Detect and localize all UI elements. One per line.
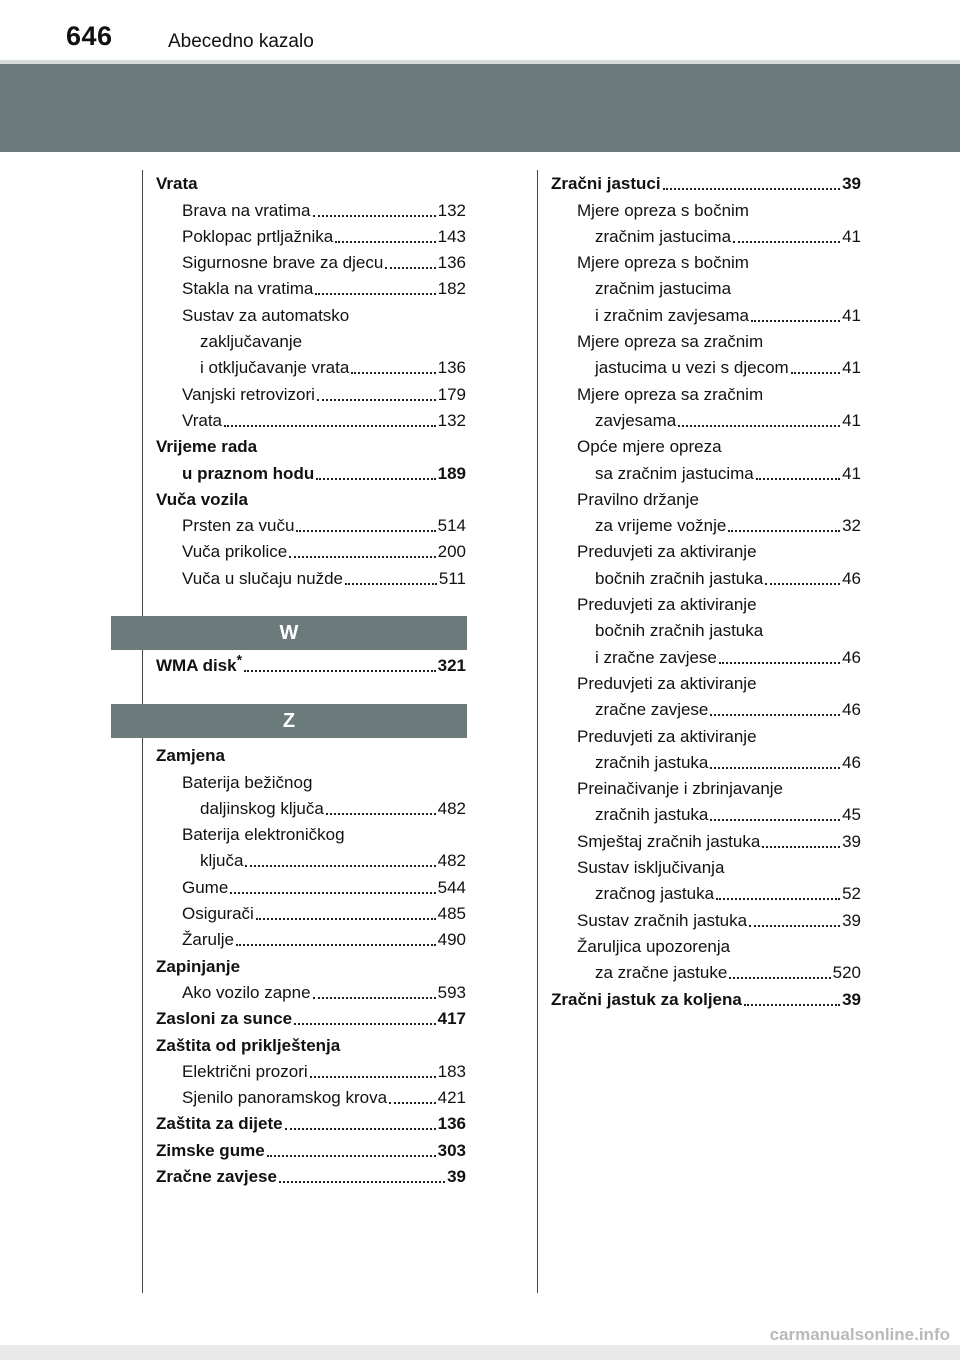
entry-label: Sustav za automatsko: [182, 305, 350, 325]
entry-label: Sustav zračnih jastuka: [577, 910, 748, 930]
entry-label: Smještaj zračnih jastuka: [577, 831, 761, 851]
index-entry: [551, 852, 861, 878]
index-entry: [551, 194, 861, 220]
index-entry: [551, 299, 861, 325]
entry-page-number: 46: [842, 752, 861, 772]
entry-label: zračnim jastucima: [595, 279, 732, 299]
dot-leader: [236, 943, 436, 946]
entry-label: Mjere opreza s bočnim: [577, 200, 749, 220]
entry-label: Mjere opreza sa zračnim: [577, 332, 764, 352]
entry-label: zračnim jastucima: [595, 226, 732, 246]
section-letter-w: W: [111, 616, 467, 650]
entry-label: zaključavanje: [200, 332, 303, 352]
entry-page-number: 482: [437, 798, 466, 818]
dot-leader: [317, 398, 436, 401]
entry-label: Vrata: [182, 410, 223, 430]
dot-leader: [245, 864, 435, 867]
entry-label: zračne zavjese: [595, 700, 709, 720]
dot-leader: [765, 582, 840, 585]
index-entry: [551, 825, 861, 851]
entry-label: Zračne zavjese: [156, 1167, 277, 1187]
index-entry: [156, 845, 466, 871]
entry-page-number: 514: [437, 516, 466, 536]
dot-leader: [710, 818, 840, 821]
dot-leader: [289, 555, 435, 558]
entry-page-number: 41: [842, 410, 861, 430]
entry-page-number: 417: [437, 1009, 466, 1029]
entry-page-number: 41: [842, 226, 861, 246]
dot-leader: [710, 766, 840, 769]
column-divider-right: [537, 170, 538, 1293]
entry-label: Žaruljica upozorenja: [577, 936, 731, 956]
dot-leader: [710, 713, 840, 716]
entry-label: Gume: [182, 877, 229, 897]
index-entry: [156, 510, 466, 536]
entry-page-number: 136: [437, 253, 466, 273]
entry-page-number: 46: [842, 700, 861, 720]
index-entry: [551, 536, 861, 562]
entry-page-number: 143: [437, 226, 466, 246]
entry-label: Zračni jastuci: [551, 174, 661, 194]
entry-page-number: 132: [437, 200, 466, 220]
entry-page-number: 45: [842, 805, 861, 825]
index-entry: [551, 457, 861, 483]
index-entry: [551, 352, 861, 378]
index-entry: [156, 536, 466, 562]
dot-leader: [296, 529, 435, 532]
dot-leader: [267, 1154, 436, 1157]
index-entry: [156, 299, 466, 325]
index-entry: [551, 694, 861, 720]
entry-page-number: 46: [842, 647, 861, 667]
entry-page-number: 485: [437, 904, 466, 924]
index-entry: [156, 1003, 466, 1029]
dot-leader: [756, 477, 840, 480]
index-entry: [551, 773, 861, 799]
index-column-left-z: [156, 740, 466, 1187]
entry-label: Vuča prikolice: [182, 542, 288, 562]
entry-label: ključa: [200, 851, 244, 871]
index-entry: [156, 1134, 466, 1160]
index-entry: [156, 273, 466, 299]
entry-label: Sustav isključivanja: [577, 858, 725, 878]
page-number: 646: [66, 21, 113, 51]
dot-leader: [351, 371, 435, 374]
entry-page-number: 39: [842, 910, 861, 930]
dot-leader: [744, 1003, 840, 1006]
entry-page-number: 136: [437, 358, 466, 378]
index-entry: [156, 352, 466, 378]
dot-leader: [315, 292, 435, 295]
entry-page-number: 39: [842, 174, 861, 194]
entry-page-number: 182: [437, 279, 466, 299]
entry-page-number: 200: [437, 542, 466, 562]
entry-label: Osigurači: [182, 904, 254, 924]
entry-label: Preduvjeti za aktiviranje: [577, 542, 757, 562]
entry-label: Zaštita za dijete: [156, 1114, 283, 1134]
index-entry: [156, 221, 466, 247]
entry-label: Zimske gume: [156, 1140, 265, 1160]
index-entry: [156, 1161, 466, 1187]
dot-leader: [285, 1127, 436, 1130]
dot-leader: [751, 319, 840, 322]
dot-leader: [313, 214, 436, 217]
entry-label: WMA disk*: [156, 651, 243, 676]
dot-leader: [316, 477, 435, 480]
index-column-left-top: [156, 168, 466, 589]
page-header: [0, 0, 960, 64]
entry-page-number: 321: [437, 656, 466, 676]
entry-label: Baterija elektroničkog: [182, 825, 345, 845]
index-entry: [551, 431, 861, 457]
index-entry: [156, 950, 466, 976]
index-entry: [156, 168, 466, 194]
index-entry: [156, 924, 466, 950]
index-entry: [551, 484, 861, 510]
index-entry: [156, 1108, 466, 1134]
index-entry: [551, 983, 861, 1009]
entry-page-number: 482: [437, 851, 466, 871]
dot-leader: [294, 1022, 436, 1025]
entry-label: Preduvjeti za aktiviranje: [577, 673, 757, 693]
index-entry: [551, 221, 861, 247]
index-entry: [156, 1056, 466, 1082]
entry-page-number: 41: [842, 358, 861, 378]
index-entry: [551, 668, 861, 694]
entry-label: Zaštita od priklještenja: [156, 1035, 341, 1055]
entry-label: Preduvjeti za aktiviranje: [577, 595, 757, 615]
entry-label: Zamjena: [156, 746, 225, 766]
index-entry: [156, 484, 466, 510]
dot-leader: [244, 669, 436, 672]
entry-label: daljinskog ključa: [200, 798, 324, 818]
entry-page-number: 179: [437, 384, 466, 404]
entry-label: zračnih jastuka: [595, 805, 709, 825]
index-entry: [551, 799, 861, 825]
dot-leader: [719, 661, 840, 664]
index-entry: [551, 168, 861, 194]
entry-label: Preinačivanje i zbrinjavanje: [577, 779, 784, 799]
dot-leader: [749, 924, 840, 927]
dot-leader: [389, 1101, 436, 1104]
section-letter-z: Z: [111, 704, 467, 738]
entry-page-number: 39: [842, 989, 861, 1009]
entry-label: Vuča vozila: [156, 489, 248, 509]
entry-label: sa zračnim jastucima: [595, 463, 754, 483]
entry-page-number: 32: [842, 516, 861, 536]
index-entry: [156, 650, 466, 676]
footer-bar: [0, 1345, 960, 1360]
entry-footnote-mark: *: [236, 651, 243, 668]
index-entry: [551, 378, 861, 404]
index-entry: [156, 766, 466, 792]
entry-page-number: 303: [437, 1140, 466, 1160]
entry-page-number: 41: [842, 305, 861, 325]
header-banner: [0, 64, 960, 152]
index-entry: [156, 898, 466, 924]
entry-label: u praznom hodu: [182, 463, 315, 483]
entry-label: zračnih jastuka: [595, 752, 709, 772]
entry-label: Zasloni za sunce: [156, 1009, 293, 1029]
entry-page-number: 421: [437, 1088, 466, 1108]
entry-label: Brava na vratima: [182, 200, 311, 220]
index-entry: [156, 793, 466, 819]
entry-page-number: 52: [842, 884, 861, 904]
entry-page-number: 593: [437, 982, 466, 1002]
index-entry: [156, 562, 466, 588]
index-entry: [156, 1029, 466, 1055]
dot-leader: [678, 424, 840, 427]
entry-label: i zračne zavjese: [595, 647, 717, 667]
entry-label: Vrijeme rada: [156, 437, 258, 457]
index-entry: [156, 457, 466, 483]
dot-leader: [224, 424, 436, 427]
index-column-right: [551, 168, 861, 1010]
index-entry: [551, 273, 861, 299]
index-entry: [551, 247, 861, 273]
page-title: Abecedno kazalo: [168, 31, 314, 52]
entry-label: Prsten za vuču: [182, 516, 295, 536]
entry-label: Sigurnosne brave za djecu: [182, 253, 384, 273]
entry-label: Baterija bežičnog: [182, 772, 313, 792]
entry-label: Mjere opreza sa zračnim: [577, 384, 764, 404]
entry-label: Žarulje: [182, 930, 234, 950]
index-entry: [551, 326, 861, 352]
entry-label: Vrata: [156, 174, 198, 194]
entry-page-number: 520: [832, 963, 861, 983]
entry-label: Električni prozori: [182, 1061, 308, 1081]
index-entry: [551, 562, 861, 588]
dot-leader: [279, 1180, 445, 1183]
entry-page-number: 132: [437, 410, 466, 430]
dot-leader: [716, 897, 840, 900]
entry-page-number: 490: [437, 930, 466, 950]
entry-label: bočnih zračnih jastuka: [595, 621, 764, 641]
index-entry: [156, 1082, 466, 1108]
entry-page-number: 46: [842, 568, 861, 588]
index-entry: [551, 510, 861, 536]
index-entry: [551, 589, 861, 615]
entry-label: zavjesama: [595, 410, 677, 430]
entry-label: Preduvjeti za aktiviranje: [577, 726, 757, 746]
entry-page-number: 189: [437, 463, 466, 483]
index-entry: [551, 405, 861, 431]
entry-label: Poklopac prtljažnika: [182, 226, 334, 246]
dot-leader: [256, 917, 436, 920]
entry-label: bočnih zračnih jastuka: [595, 568, 764, 588]
dot-leader: [663, 187, 840, 190]
entry-label: Pravilno držanje: [577, 489, 699, 509]
entry-page-number: 544: [437, 877, 466, 897]
entry-label: za vrijeme vožnje: [595, 516, 727, 536]
dot-leader: [728, 529, 840, 532]
dot-leader: [345, 582, 437, 585]
index-entry: [156, 740, 466, 766]
index-entry: [551, 720, 861, 746]
entry-label: Zapinjanje: [156, 956, 241, 976]
index-entry: [551, 957, 861, 983]
entry-label: Ako vozilo zapne: [182, 982, 311, 1002]
index-entry: [551, 878, 861, 904]
entry-page-number: 136: [437, 1114, 466, 1134]
dot-leader: [310, 1075, 436, 1078]
watermark: carmanualsonline.info: [769, 1325, 950, 1344]
index-entry: [156, 194, 466, 220]
index-entry: [156, 871, 466, 897]
entry-label: Stakla na vratima: [182, 279, 314, 299]
entry-label: Zračni jastuk za koljena: [551, 989, 742, 1009]
entry-page-number: 183: [437, 1061, 466, 1081]
entry-page-number: 39: [447, 1167, 466, 1187]
entry-label: Opće mjere opreza: [577, 437, 722, 457]
entry-label: i otključavanje vrata: [200, 358, 350, 378]
index-entry: [551, 615, 861, 641]
index-entry: [156, 247, 466, 273]
index-entry: [551, 904, 861, 930]
dot-leader: [733, 240, 840, 243]
index-entry: [156, 326, 466, 352]
entry-label: zračnog jastuka: [595, 884, 715, 904]
entry-label: za zračne jastuke: [595, 963, 728, 983]
index-column-left-w: [156, 650, 466, 676]
entry-page-number: 41: [842, 463, 861, 483]
index-entry: [551, 931, 861, 957]
entry-label: Vanjski retrovizori: [182, 384, 315, 404]
index-entry: [156, 378, 466, 404]
entry-label: Sjenilo panoramskog krova: [182, 1088, 388, 1108]
index-entry: [156, 977, 466, 1003]
entry-label: Mjere opreza s bočnim: [577, 253, 749, 273]
dot-leader: [230, 891, 435, 894]
dot-leader: [729, 976, 830, 979]
entry-page-number: 39: [842, 831, 861, 851]
dot-leader: [335, 240, 435, 243]
dot-leader: [313, 996, 436, 999]
index-entry: [156, 819, 466, 845]
entry-page-number: 511: [438, 568, 466, 588]
index-entry: [551, 641, 861, 667]
index-entry: [156, 405, 466, 431]
dot-leader: [791, 371, 840, 374]
entry-label: jastucima u vezi s djecom: [595, 358, 789, 378]
index-entry: [156, 431, 466, 457]
index-entry: [551, 747, 861, 773]
entry-label: i zračnim zavjesama: [595, 305, 749, 325]
entry-label: Vuča u slučaju nužde: [182, 568, 343, 588]
dot-leader: [762, 845, 840, 848]
dot-leader: [385, 266, 435, 269]
dot-leader: [326, 812, 436, 815]
